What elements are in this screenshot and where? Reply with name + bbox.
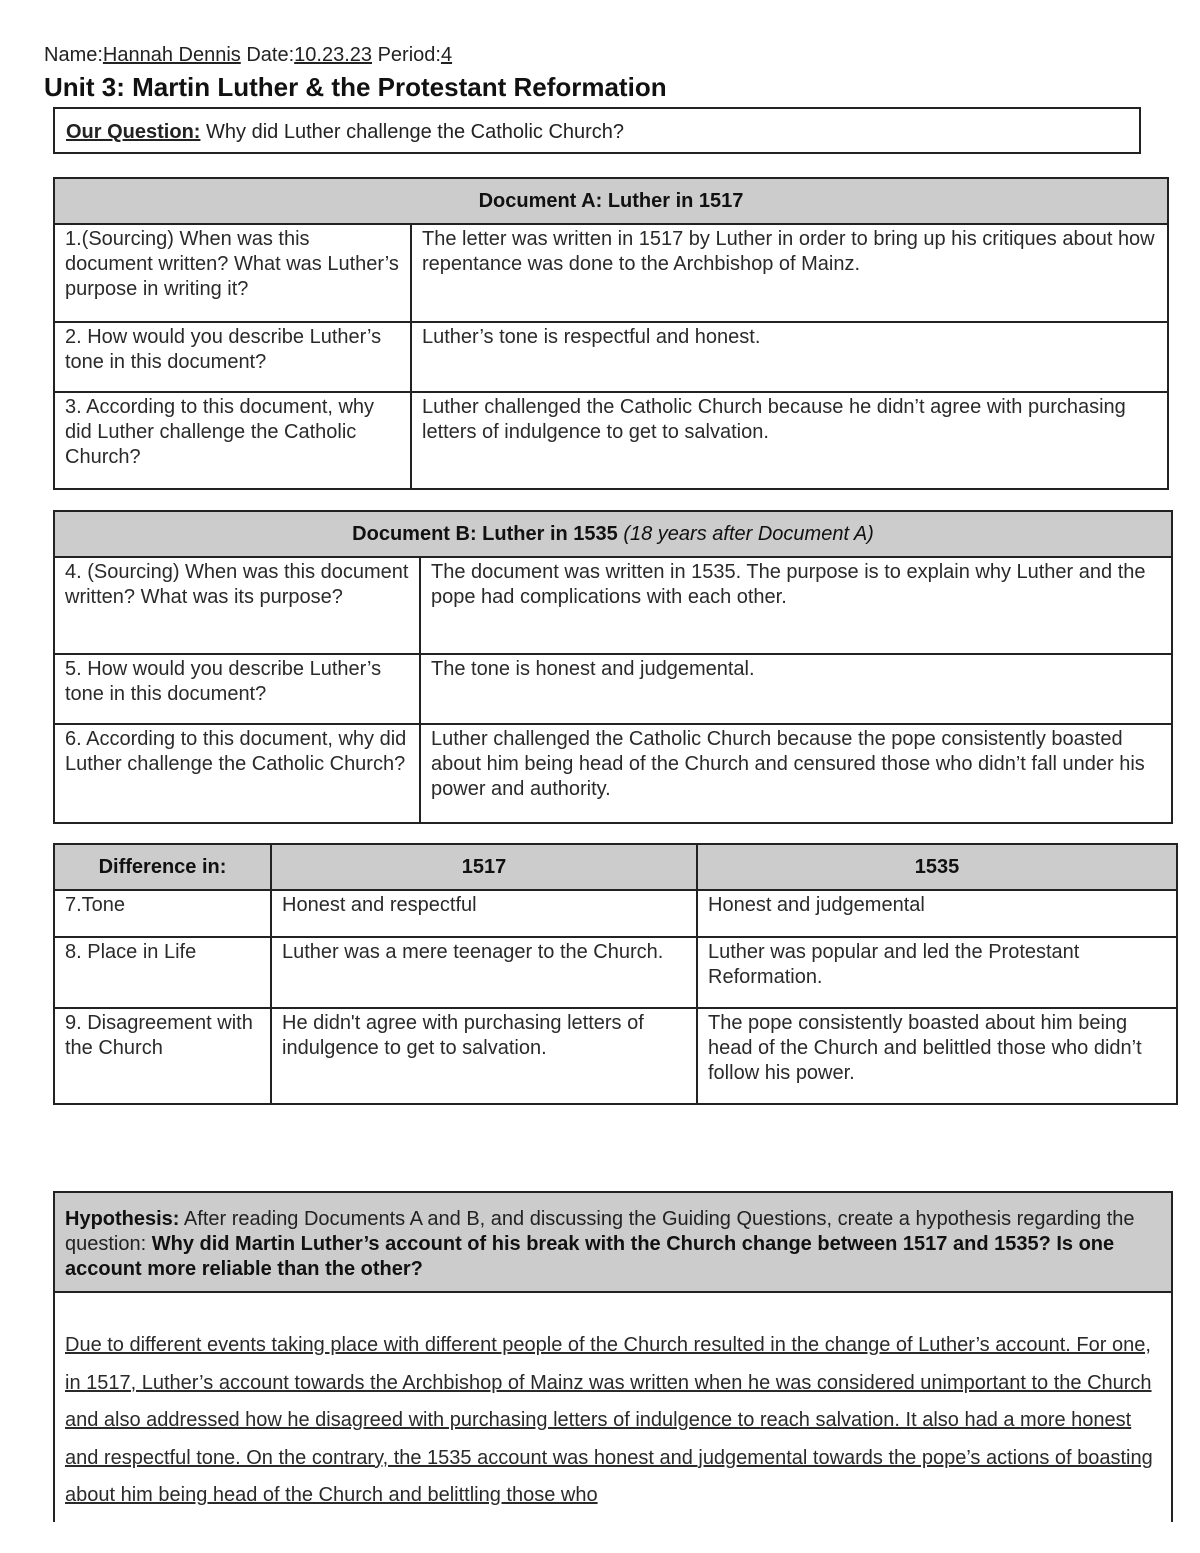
- row-label: 7.Tone: [54, 890, 271, 937]
- answer-cell[interactable]: The tone is honest and judgemental.: [420, 654, 1172, 724]
- document-b-table: [53, 510, 1173, 824]
- table-row: [54, 224, 1168, 322]
- table-row: [54, 1008, 1177, 1104]
- our-question-box: [53, 107, 1141, 154]
- cell-1535[interactable]: Luther was popular and led the Protestant Reformation.: [697, 937, 1177, 1008]
- question-cell: 4. (Sourcing) When was this document written? What was its purpose?: [54, 557, 420, 654]
- question-cell: 6. According to this document, why did Luther challenge the Catholic Church?: [54, 724, 420, 823]
- hypothesis-box: [53, 1191, 1173, 1522]
- answer-cell[interactable]: Luther challenged the Catholic Church because he didn’t agree with purchasing letters of indulgence to get to salvation.: [411, 392, 1168, 489]
- document-a-heading: Document A: Luther in 1517: [54, 178, 1168, 224]
- column-header-difference: Difference in:: [54, 844, 271, 890]
- table-row: [54, 322, 1168, 392]
- table-row: [54, 724, 1172, 823]
- name-label: Name:: [44, 44, 103, 66]
- question-cell: 2. How would you describe Luther’s tone in this document?: [54, 322, 411, 392]
- answer-cell[interactable]: The letter was written in 1517 by Luther in order to bring up his critiques about how repentance was done to the Archbishop of Mainz.: [411, 224, 1168, 322]
- question-cell: 1.(Sourcing) When was this document written? What was Luther’s purpose in writing it?: [54, 224, 411, 322]
- table-row: [54, 392, 1168, 489]
- hypothesis-label: Hypothesis:: [65, 1208, 180, 1230]
- column-header-1517: 1517: [271, 844, 697, 890]
- cell-1535[interactable]: The pope consistently boasted about him being head of the Church and belittled those who didn’t follow his power.: [697, 1008, 1177, 1104]
- period-value: 4: [440, 44, 453, 66]
- document-a-table: [53, 177, 1169, 490]
- document-b-title: Document B: Luther in 1535: [352, 522, 618, 545]
- document-b-heading: [54, 511, 1172, 557]
- cell-1517[interactable]: Luther was a mere teenager to the Church.: [271, 937, 697, 1008]
- question-cell: 5. How would you describe Luther’s tone in this document?: [54, 654, 420, 724]
- answer-cell[interactable]: Luther challenged the Catholic Church because the pope consistently boasted about him being head of the Church and censured those who didn’t fall under his power and authority.: [420, 724, 1172, 823]
- hypothesis-answer[interactable]: Due to different events taking place with different people of the Church resulted in the change of Luther’s account. For one, in 1517, Luther’s account towards the Archbishop of Mainz was written when he was considered unimportant to the Church and also addressed how he disagreed with purchasing letters of indulgence to reach salvation. It also had a more honest and respectful tone. On the contrary, the 1535 account was honest and judgemental towards the pope’s actions of boasting about him being head of the Church and belittling those who: [65, 1334, 1153, 1506]
- hypothesis-instructions: After reading Documents A and B, and discussing the Guiding Questions, create a hypothesis regarding the question:: [65, 1208, 1135, 1255]
- table-row: [54, 937, 1177, 1008]
- table-row: [54, 557, 1172, 654]
- date-label: Date:: [246, 44, 295, 66]
- answer-cell[interactable]: Luther’s tone is respectful and honest.: [411, 322, 1168, 392]
- row-label: 8. Place in Life: [54, 937, 271, 1008]
- hypothesis-question: Why did Martin Luther’s account of his break with the Church change between 1517 and 1535? Is one account more reliable than the other?: [65, 1233, 1115, 1280]
- row-label: 9. Disagreement with the Church: [54, 1008, 271, 1104]
- hypothesis-prompt: [55, 1193, 1171, 1293]
- cell-1535[interactable]: Honest and judgemental: [697, 890, 1177, 937]
- column-header-1535: 1535: [697, 844, 1177, 890]
- cell-1517[interactable]: He didn't agree with purchasing letters of indulgence to get to salvation.: [271, 1008, 697, 1104]
- question-cell: 3. According to this document, why did Luther challenge the Catholic Church?: [54, 392, 411, 489]
- table-row: [54, 890, 1177, 937]
- answer-cell[interactable]: The document was written in 1535. The purpose is to explain why Luther and the pope had complications with each other.: [420, 557, 1172, 654]
- date-value: 10.23.23: [294, 44, 373, 66]
- question-text: Why did Luther challenge the Catholic Church?: [206, 121, 625, 143]
- name-value: Hannah Dennis: [102, 44, 241, 66]
- student-info: [44, 44, 452, 67]
- document-b-note: (18 years after Document A): [623, 522, 874, 545]
- page-title: Unit 3: Martin Luther & the Protestant Reformation: [44, 72, 667, 102]
- cell-1517[interactable]: Honest and respectful: [271, 890, 697, 937]
- comparison-table: [53, 843, 1178, 1105]
- period-label: Period:: [377, 44, 441, 66]
- table-row: [54, 654, 1172, 724]
- question-label: Our Question:: [66, 121, 201, 143]
